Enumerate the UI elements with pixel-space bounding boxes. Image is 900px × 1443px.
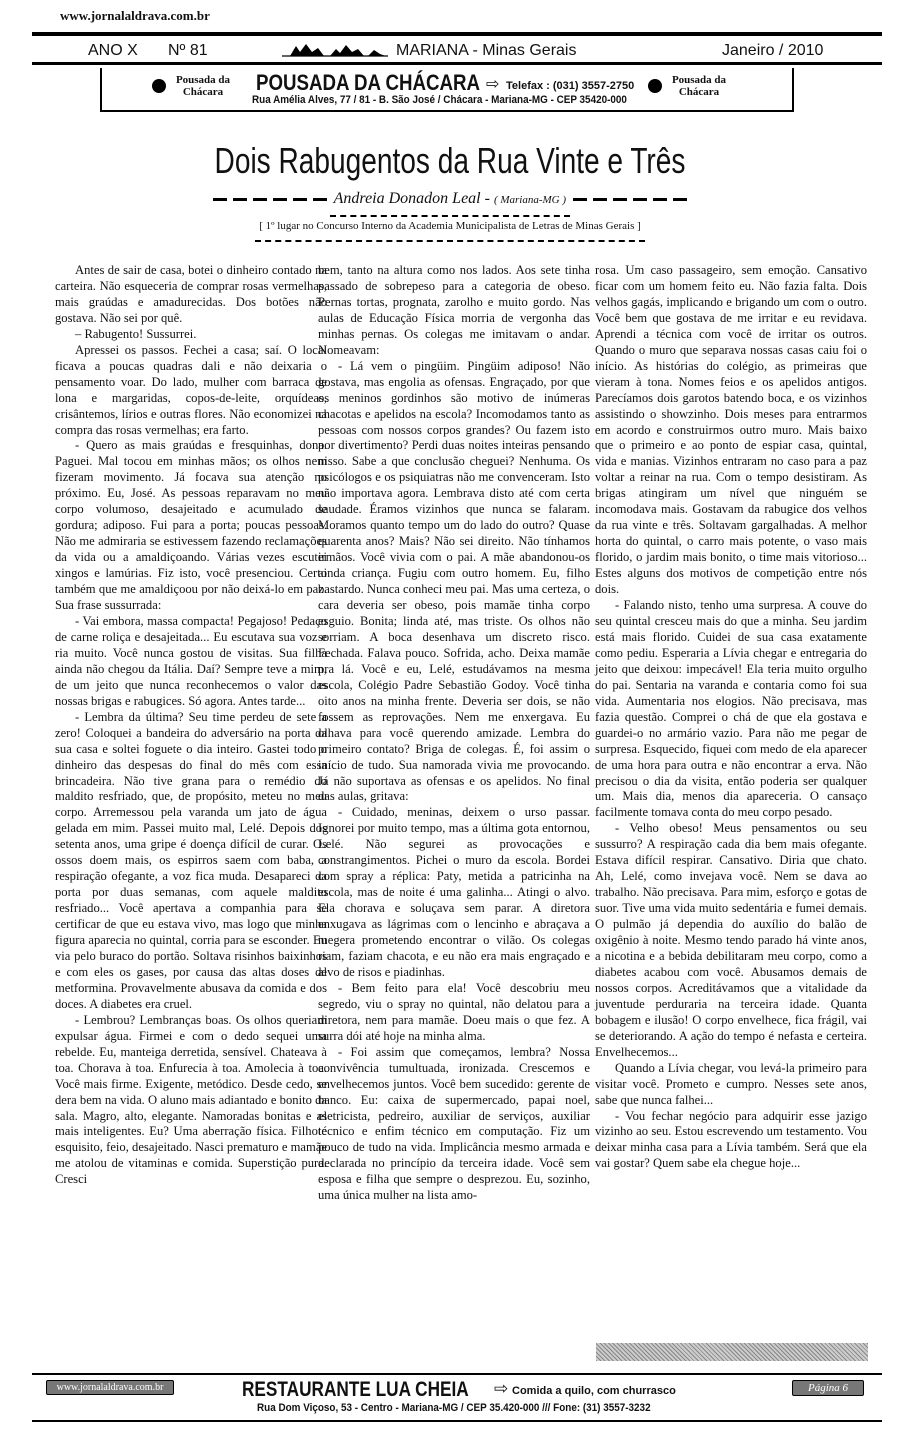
article-column-3 <box>595 263 867 1172</box>
city-label: MARIANA - Minas Gerais <box>396 42 577 59</box>
paragraph: Apressei os passos. Fechei a casa; saí. O local ficava a poucas quadras dali e não deixaria o pensamento voar. Do lado, mulher com barraca de lona e margaridas, copos-de-leite, orquídeas, crisântemos, lírios e outras flores. Não economizei na compra das rosas vermelhas; era farto. <box>55 342 327 437</box>
paragraph: Quando a Lívia chegar, vou levá-la primeiro para visitar você. Prometo e cumpro. Nesses sete anos, sabe que nunca falhei... <box>595 1060 867 1107</box>
column-end-pattern <box>596 1343 868 1361</box>
top-advertisement <box>100 68 794 112</box>
ad-logo-right: Pousada da Chácara <box>648 74 733 98</box>
article-title: Dois Rabugentos da Rua Vinte e Três <box>214 140 686 181</box>
issue-label: Nº 81 <box>168 42 208 59</box>
paragraph: Antes de sair de casa, botei o dinheiro contado na carteira. Não esqueceria de comprar rosas vermelhas, mais graúdas e amadurecidas. Dos botões não gostava. Não sei por quê. <box>55 263 327 325</box>
award-divider <box>255 240 645 242</box>
author-name: Andreia Donadon Leal <box>333 190 481 207</box>
footer-address: Rua Dom Viçoso, 53 - Centro - Mariana-MG / CEP 35.420-000 /// Fone: (31) 3557-3232 <box>257 1402 651 1414</box>
article-column-1 <box>55 263 327 1188</box>
paragraph: – Rabugento! Sussurrei. <box>75 326 197 341</box>
ad-logo-left: Pousada da Chácara <box>152 74 237 98</box>
footer-title: RESTAURANTE LUA CHEIA <box>242 1378 469 1401</box>
footer-subtitle: Comida a quilo, com churrasco <box>512 1385 676 1397</box>
paragraph: - Velho obeso! Meus pensamentos ou seu sussurro? A respiração cada dia bem mais ofegante. Estava difícil respirar. Cansativo. Diria que chato. Ah, Lelé, como invejava você. Nem se dava ao trabalho. Não precisava. Para mim, esforço e gotas de suor. Tive uma vida muito sedentária e fumei demais. O pulmão já dependia do auxílio do balão de oxigênio à noite. Mesmo tendo parado há vinte anos, a nicotina e a bebida debilitaram meu corpo, como a diabetes acabou com você. Abusamos demais de nossos corpos. Acreditávamos que a vitalidade da juventude perduraria na terceira idade. Quanta bobagem e ilusão! O corpo envelhece, fica frágil, vai se deteriorando. A ação do tempo é nefasta e certeira. Envelhecemos... <box>595 821 867 1059</box>
arrow-right-icon: ⇨ <box>486 76 500 93</box>
paragraph: - Vai embora, massa compacta! Pegajoso! Pedaço de carne roliça e desajeitada... Eu escutava sua voz e ria muito. Você nunca gostou de visitas. Sua filha ainda não chegou da Itália. Daí? Sempre teve a mim, de um jeito que nunca reconhecemos o valor das nossas brigas e rabugices. Só agora. Antes tarde... <box>55 613 327 708</box>
header-top-rule <box>32 32 882 36</box>
paragraph: - Lá vem o pingüim. Pingüim adiposo! Não gostava, mas engolia as ofensas. Engraçado, por que os meninos gordinhos são motivo de inúmeras chacotas e apelidos na escola? Incomodamos tanto as pessoas com nossos corpos grandes? Ou fazem isto por divertimento? Perdi duas noites inteiras pensando nisso. Sabe a que conclusão cheguei? Nenhuma. Os psicólogos e os psiquiatras não me convenceram. Isto não importava agora. Lembrava disto até com certa saudade. Éramos vizinhos que nunca se falaram. Moramos quanto tempo um do lado do outro? Quase quarenta anos? Mais? Não sei direito. Não tínhamos irmãos. Você vivia com o pai. A mãe abandonou-os ainda criança. Fugiu com outro homem. Eu, filho bastardo. Nunca conheci meu pai. Mas uma certeza, o cara deveria ser obeso, pois mamãe tinha corpo esguio. Bonita; linda até, mas triste. Os olhos não sorriam. A boca desenhava um discreto risco. Fechada. Falava pouco. Sofrida, acho. Deixa mamãe pra lá. Você e eu, Lelé, estudávamos na mesma escola, Colégio Padre Sebastião Godoy. Você tinha oito anos na minha frente. Deveria ser dois, se não fossem as reprovações. Nem me enxergava. Eu olhava para você querendo amizade. Lembra do primeiro contato? Briga de colegas. É, foi assim o início de tudo. Sua namorada vivia me provocando. Já não suportava as ofensas e os apelidos. No final das aulas, gritava: <box>318 358 590 804</box>
paragraph: rosa. Um caso passageiro, sem emoção. Cansativo ficar com um homem feito eu. Não fazia falta. Dois velhos gagás, implicando e brigando um com o outro. Você bem que gostava de me irritar e eu revidava. Aprendi a técnica com você de irritar os outros. Quando o muro que separava nossas casas caiu foi o início. As histórias do colégio, as primeiras que vieram à tona. Nomes feios e os apelidos antigos. Parecíamos dois garotos batendo boca, e os vizinhos assistindo o showzinho. Dois meses para entrarmos em acordo e construirmos outro muro. Mais baixo que o primeiro e ao ponto de espiar casa, quintal, vida e manias. Vizinhos entraram no caso para a paz voltar a reinar na rua. Com o tempo desistiram. As brigas atingiram um nível que ninguém se incomodava mais. Gostavam da rabugice dos velhos da rua vinte e três. Soltavam gargalhadas. A melhor horta do quintal, o carro mais potente, o vaso mais florido, o jardim mais bonito, o time mais vitorioso... Estes alguns dos motivos de competição entre nós dois. <box>595 263 867 597</box>
paragraph: - Foi assim que começamos, lembra? Nossa convivência tumultuada, ironizada. Crescemos e envelhecemos juntos. Você bem sucedido: gerente de banco. Eu: caixa de supermercado, papai noel, eletricista, pedreiro, auxiliar de serviços, auxiliar técnico e enfim técnico em computação. Fiz um pouco de tudo na vida. Implicância mesmo armada e declarada no princípio da terceira idade. Você sem esposa e filha que sempre o desprezou. Eu, sozinho, uma única mulher na lista amo- <box>318 1044 590 1203</box>
paragraph: - Bem feito para ela! Você descobriu meu segredo, viu o spray no quintal, não delatou para a diretora, nem para mamãe. Doeu mais o que fez. A surra dói até hoje na minha alma. <box>318 980 590 1043</box>
author-location: ( Mariana-MG ) <box>493 194 567 206</box>
footer-bottom-rule <box>32 1420 882 1422</box>
paragraph: - Falando nisto, tenho uma surpresa. A couve do seu quintal cresceu mais do que a minha. Seu jardim está mais florido. Cuidei de sua casa exatamente como pediu. Esperaria a Lívia chegar e entregaria do jeito que deixou: impecável! Ela teria muito orgulho do pai. Sentaria na varanda e contaria como foi sua vida. Aumentaria nos elogios. Não precisava, mas fazia questão. Comprei o chá de que ela gostava e guardei-o no armário vazio. Para não me pegar de surpresa. Esquecido, fiquei com medo de ela aparecer de uma hora para outra e não encontrar a erva. Não precisou o dia da visita, então poderia ser qualquer um. Mais dia, menos dia apareceria. O cansaço facilmente tomava conta do meu corpo pesado. <box>595 598 867 820</box>
ad-phone: Telefax : (031) 3557-2750 <box>506 80 635 92</box>
article-column-2 <box>318 263 590 1204</box>
award-note: [ 1º lugar no Concurso Interno da Academia Municipalista de Letras de Minas Gerais ] <box>259 220 641 232</box>
masthead <box>32 40 882 62</box>
ad-title: POUSADA DA CHÁCARA <box>256 70 481 95</box>
footer-rule <box>32 1373 882 1375</box>
ad-logo-icon <box>152 79 166 93</box>
paragraph: - Quero as mais graúdas e fresquinhas, dona. Paguei. Mal tocou em minhas mãos; os olhos nem fizeram movimento. Já focava sua atenção no próximo. Eu, José. As pessoas reparavam no meu corpo volumoso, desajeitado e acumulado de gordura; adiposo. Fui para a porta; poucas pessoas. Não me admiraria se estivessem fazendo reclamações da vida ou a amaldiçoando. Várias vezes escutei xingos e lamúrias. Fiz isto, você presenciou. Certo também que me amaldiçoou por não deixá-lo em paz. Sua frase sussurrada: <box>55 438 327 613</box>
paragraph: - Lembrou? Lembranças boas. Os olhos queriam expulsar água. Firmei e com o dedo sequei uma rebelde. Eu, manteiga derretida, sensível. Chateava à toa. Chorava à toa. Enfurecia à toa. Amolecia à toa. Você mais firme. Exigente, metódico. Desde cedo, se dera bem na vida. O aluno mais adiantado e bonito da sala. Magro, alto, elegante. Namoradas bonitas e as mais inteligentes. Eu? Uma aberração física. Filhote esquisito, feio, desajeitado. Nasci prematuro e mamãe me atolou de vitaminas e comida. Superstição pura. Cresci <box>55 1012 327 1187</box>
byline-divider <box>330 215 570 217</box>
site-url: www.jornalaldrava.com.br <box>60 8 210 23</box>
ad-address: Rua Amélia Alves, 77 / 81 - B. São José / Chácara - Mariana-MG - CEP 35420-000 <box>252 94 627 106</box>
page-number: Página 6 <box>792 1380 864 1396</box>
date-label: Janeiro / 2010 <box>722 42 824 59</box>
paragraph: bem, tanto na altura como nos lados. Aos sete tinha passado de sobrepeso para a categoria de obeso. Pernas tortas, prognata, zarolho e muito gordo. Nas aulas de Educação Física morria de vergonha das minhas pernas. Os colegas me imitavam o andar. Nomeavam: <box>318 263 590 357</box>
arrow-right-icon: ⇨ <box>494 1379 509 1398</box>
footer-site-url: www.jornalaldrava.com.br <box>46 1380 174 1395</box>
year-label: ANO X <box>88 42 138 59</box>
header-bottom-rule <box>32 62 882 65</box>
paragraph: - Lembra da última? Seu time perdeu de sete a zero! Coloquei a bandeira do adversário na porta da sua casa e soltei foguete o dia inteiro. Gastei todo o dinheiro das despesas do final do mês com essa brincadeira. Não tive grana para o remédio do maldito resfriado, que, de propósito, meteu no meu corpo. Arremessou pela varanda um jato de água gelada em mim. Passei muito mal, Lelé. Depois dos setenta anos, uma gripe é doença difícil de curar. Os ossos doem mais, os espirros saem com baba, a respiração ofegante, a voz fica muda. Desapareci da porta por duas semanas, com aquele maldito resfriado... Você apertava a companhia para se certificar de que eu estava vivo, mas logo que minha figura aparecia no quintal, corria para se esconder. Eu via pelo buraco do portão. Soltava risinhos baixinhos e com eles os gases, por causa das altas doses de metformina. Provavelmente abusava da comida e dos doces. A diabetes era cruel. <box>55 709 327 1011</box>
ad-logo-icon <box>648 79 662 93</box>
paragraph: - Vou fechar negócio para adquirir esse jazigo vizinho ao seu. Estou escrevendo um testamento. Vou deixar minha casa para a Lívia também. Será que ela vai gostar? Quem sabe ela chegue hoje... <box>595 1108 867 1171</box>
byline: Andreia Donadon Leal - ( Mariana-MG ) <box>0 190 900 208</box>
footer-advertisement <box>32 1378 882 1418</box>
paragraph: - Cuidado, meninas, deixem o urso passar. Ignorei por muito tempo, mas a última gota entornou, Lelé. Não segurei as provocações e constrangimentos. Pichei o muro da escola. Bordei com spray a réplica: Paty, metida a patricinha na escola, mas de noite é uma galinha... Atingi o alvo. Ela chorava e soluçava sem parar. A diretora enxugava as lágrimas com o lencinho e abraçava a megera prometendo encontrar o vilão. Os colegas riam, faziam chacota, e eu não era mais engraçado e alvo de risos e piadinhas. <box>318 805 590 979</box>
